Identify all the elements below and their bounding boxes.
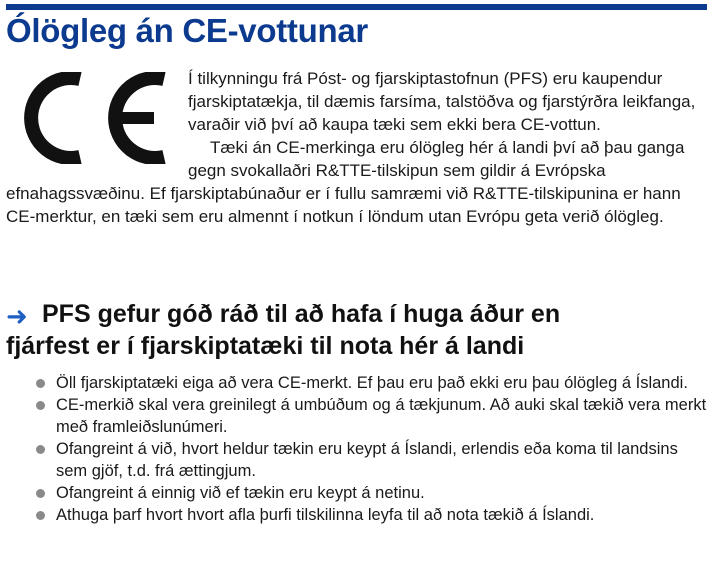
bullet-icon bbox=[36, 401, 45, 410]
list-item bbox=[34, 372, 710, 394]
advice-title-line-2: fjárfest er í fjarskiptatæki til nota hér á landi bbox=[6, 332, 525, 360]
list-item bbox=[34, 504, 710, 526]
bullet-icon bbox=[36, 445, 45, 454]
bullet-icon bbox=[36, 489, 45, 498]
headline: Ólögleg án CE-vottunar bbox=[6, 12, 368, 49]
advice-title-line-1: PFS gefur góð ráð til að hafa í huga áður en bbox=[42, 300, 561, 328]
bullet-icon bbox=[36, 379, 45, 388]
advice-list bbox=[34, 372, 710, 526]
list-item bbox=[34, 438, 710, 482]
list-item bbox=[34, 482, 710, 504]
list-item-text: Ofangreint á við, hvort heldur tækin eru keypt á Íslandi, erlendis eða koma til landsins sem gjöf, t.d. frá ættingjum. bbox=[56, 440, 678, 480]
logo-space bbox=[6, 67, 188, 163]
arrow-right-icon: ➜ bbox=[6, 301, 28, 331]
intro-paragraph-2: Tæki án CE-merkinga eru ólögleg hér á landi því að þau ganga gegn svokallaðri R&TTE-tilskipun sem gildir á Evrópska efnahagssvæðinu. Ef fjarskiptabúnaður er í fullu samræmi við R&TTE-tilskipunina er hann CE-merktur, en tæki sem eru almennt í notkun í löndum utan Evrópu geta verið ólögleg. bbox=[6, 138, 685, 226]
intro-paragraph-1: Í tilkynningu frá Póst- og fjarskiptastofnun (PFS) eru kaupendur fjarskiptatækja, til dæmis farsíma, talstöðva og fjarstýrðra leikfanga, varaðir við því að kaupa tæki sem ekki bera CE-vottun. bbox=[188, 69, 696, 134]
top-rule bbox=[6, 4, 707, 10]
list-item-text: CE-merkið skal vera greinilegt á umbúðum og á tækjunum. Að auki skal tækið vera merkt með framleiðslunúmeri. bbox=[56, 396, 707, 436]
intro-text bbox=[6, 67, 708, 228]
list-item-text: Athuga þarf hvort hvort afla þurfi tilskilinna leyfa til að nota tækið á Íslandi. bbox=[56, 506, 595, 524]
advice-title bbox=[6, 298, 708, 362]
list-item-text: Öll fjarskiptatæki eiga að vera CE-merkt. Ef þau eru það ekki eru þau ólögleg á Íslandi. bbox=[56, 374, 688, 392]
list-item-text: Ofangreint á einnig við ef tækin eru keypt á netinu. bbox=[56, 484, 425, 502]
list-item bbox=[34, 394, 710, 438]
bullet-icon bbox=[36, 511, 45, 520]
